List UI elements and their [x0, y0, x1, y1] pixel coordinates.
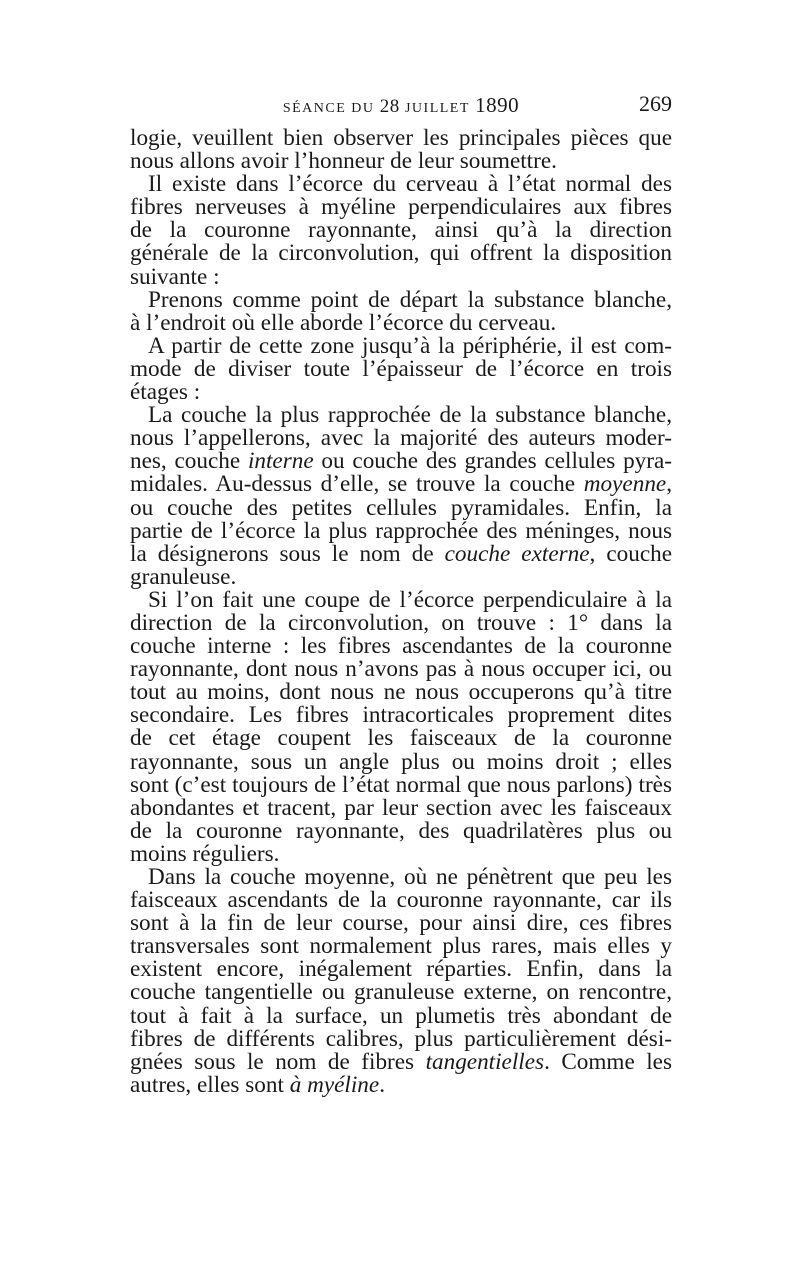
text-line: couche tangentielle ou granuleuse externe, on rencontre,: [130, 979, 672, 1006]
text-line: de cet étage coupent les faisceaux de la couronne: [130, 725, 672, 752]
text-line: logie, veuillent bien observer les principales pièces que: [130, 125, 672, 151]
paragraph-5: [130, 404, 672, 589]
text-segment: , couche: [589, 540, 672, 567]
paragraph-1: [130, 127, 672, 173]
text-line: nous allons avoir l’honneur de leur soumettre.: [130, 148, 557, 175]
text-line: tout à fait à la surface, un plumetis très abondant de: [130, 1002, 672, 1029]
paragraph-7: [130, 866, 672, 1097]
body-text: [130, 127, 672, 1097]
text-segment: gnées sous le nom de fibres: [130, 1048, 426, 1075]
text-segment: . Comme les: [544, 1048, 673, 1075]
text-line: La couche la plus rapprochée de la substance blanche,: [148, 402, 672, 429]
text-line: sont à la fin de leur course, pour ainsi dire, ces fibres: [130, 910, 672, 937]
text-line: Si l’on fait une coupe de l’écorce perpendiculaire à la: [148, 586, 672, 613]
text-line-with-italic: [130, 1071, 672, 1098]
paragraph-3: [130, 286, 672, 336]
text-line-with-italic: [130, 473, 672, 496]
text-line: tout au moins, dont nous ne nous occuperons qu’à titre: [130, 679, 672, 706]
text-line-with-italic: [130, 540, 672, 567]
text-segment: autres, elles sont: [130, 1071, 290, 1098]
text-line: existent encore, inégalement réparties. Enfin, dans la: [130, 956, 672, 983]
text-line: rayonnante, sous un angle plus ou moins droit ; elles: [130, 748, 672, 775]
italic-term: moyenne: [583, 471, 667, 498]
text-segment: ou couche des grandes cellules pyra-: [313, 448, 672, 475]
text-segment: nes, couche: [130, 448, 248, 475]
text-line: direction de la circonvolution, on trouve : 1° dans la: [130, 609, 672, 636]
paragraph-6: [130, 586, 672, 867]
text-line: ou couche des petites cellules pyramidales. Enfin, la: [130, 494, 672, 521]
text-line: faisceaux ascendants de la couronne rayonnante, car ils: [130, 887, 672, 914]
text-line: partie de l’écorce la plus rapprochée des méninges, nous: [130, 517, 672, 544]
running-head-day: 28: [379, 96, 400, 117]
text-segment: .: [379, 1071, 385, 1098]
text-line: de la couronne rayonnante, ainsi qu’à la direction: [130, 217, 672, 244]
paragraph-4: [130, 332, 672, 406]
italic-term: tangentielles: [425, 1048, 545, 1075]
text-line: Prenons comme point de départ la substance blanche,: [148, 286, 672, 313]
text-line: moins réguliers.: [130, 840, 280, 867]
text-line: transversales sont normalement plus rares, mais elles y: [130, 933, 672, 960]
italic-term: interne: [247, 448, 314, 475]
running-head-month: JUILLET: [404, 101, 470, 116]
running-head-prefix: SÉANCE DU: [282, 101, 375, 116]
page-number: 269: [639, 91, 672, 116]
italic-term: couche externe: [444, 540, 590, 567]
text-line: suivante :: [130, 263, 220, 290]
text-segment: midales. Au-dessus d’elle, se trouve la couche: [130, 471, 584, 498]
text-line: rayonnante, dont nous n’avons pas à nous occuper ici, ou: [130, 656, 672, 683]
text-line-with-italic: [130, 450, 672, 473]
text-line: abondantes et tracent, par leur section avec les faisceaux: [130, 794, 672, 821]
running-head-year: 1890: [475, 93, 520, 117]
italic-term: à myéline: [289, 1071, 380, 1098]
text-line: sont (c’est toujours de l’état normal que nous parlons) très: [130, 771, 672, 798]
text-line: étages :: [130, 379, 201, 406]
text-line: A partir de cette zone jusqu’à la périphérie, il est com-: [148, 332, 672, 359]
text-line: Dans la couche moyenne, où ne pénètrent que peu les: [148, 864, 672, 890]
text-segment: la désignerons sous le nom de: [130, 540, 445, 567]
text-line: Il existe dans l’écorce du cerveau à l’état normal des: [148, 171, 672, 198]
text-line: générale de la circonvolution, qui offrent la disposition: [130, 240, 672, 267]
text-line: granuleuse.: [130, 563, 237, 590]
page-header: [130, 93, 672, 123]
text-line: de la couronne rayonnante, des quadrilatères plus ou: [130, 817, 672, 844]
text-line: mode de diviser toute l’épaisseur de l’écorce en trois: [130, 355, 672, 382]
running-head: [130, 93, 672, 118]
text-line: couche interne : les fibres ascendantes de la couronne: [130, 633, 672, 660]
text-line: nous l’appellerons, avec la majorité des auteurs moder-: [130, 425, 672, 452]
text-line: secondaire. Les fibres intracorticales proprement dites: [130, 702, 672, 729]
text-segment: ,: [666, 471, 672, 498]
paragraph-2: [130, 173, 672, 288]
text-line: fibres nerveuses à myéline perpendiculaires aux fibres: [130, 194, 672, 221]
text-line-with-italic: [130, 1048, 673, 1075]
text-line: à l’endroit où elle aborde l’écorce du cerveau.: [130, 309, 557, 336]
text-line: fibres de différents calibres, plus particulièrement dési-: [130, 1025, 672, 1052]
